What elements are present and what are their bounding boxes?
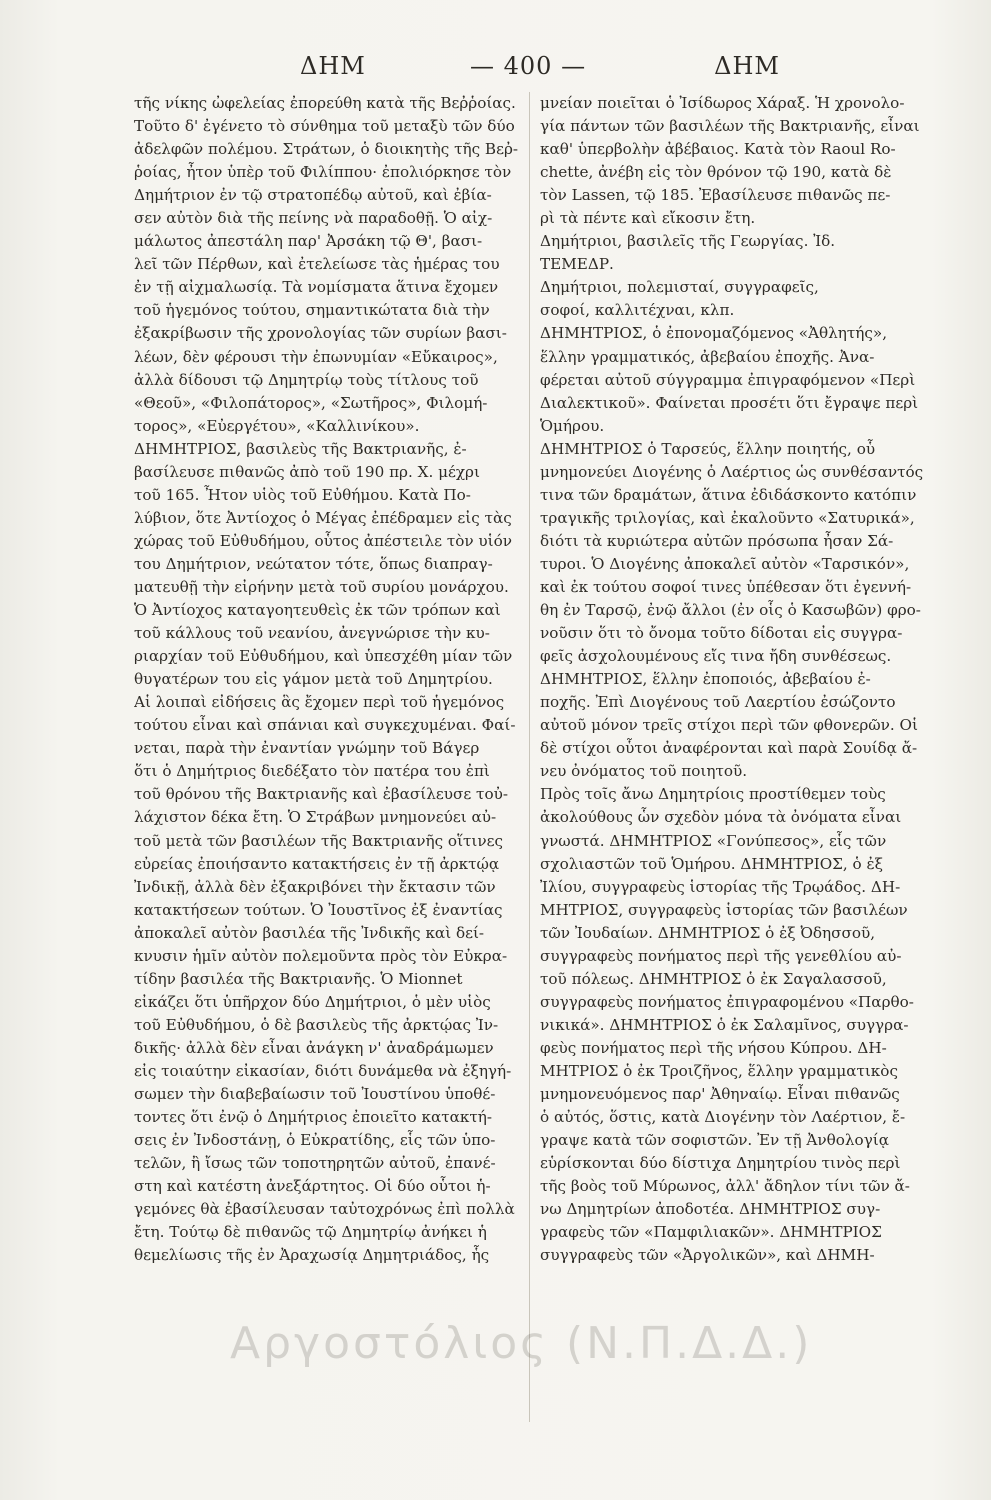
text-line: τοῦ θρόνου τῆς Βακτριανῆς καὶ ἐβασίλευσε τοὐ- — [134, 785, 508, 804]
text-line: συγγραφεὺς τῶν «Ἀργολικῶν», καὶ ΔΗΜΗ- — [540, 1246, 875, 1265]
right-column — [540, 92, 925, 1267]
text-line: θεμελίωσις τῆς ἐν Ἀραχωσίᾳ Δημητριάδος, ἧς — [134, 1246, 490, 1265]
text-line: ΔΗΜΗΤΡΙΟΣ, ἕλλην ἐποποιός, ἀβεβαίου ἐ- — [540, 670, 871, 689]
text-line: στη καὶ κατέστη ἀνεξάρτητος. Οἱ δύο οὗτοι ἡ- — [134, 1177, 491, 1196]
text-line: ΔΗΜΗΤΡΙΟΣ ὁ Ταρσεύς, ἕλλην ποιητής, οὗ — [540, 439, 876, 458]
text-line: Αἱ λοιπαὶ εἰδήσεις ἃς ἔχομεν περὶ τοῦ ἡγεμόνος — [134, 693, 505, 712]
text-line: Τοῦτο δ' ἐγένετο τὸ σύνθημα τοῦ μεταξὺ τῶν δύο — [134, 117, 515, 136]
text-line: Δημήτριοι, πολεμισταί, συγγραφεῖς, — [540, 278, 819, 297]
header-right: ΔΗΜ — [714, 52, 780, 80]
text-line: σεν αὐτὸν διὰ τῆς πείνης νὰ παραδοθῇ. Ὁ αἰχ- — [134, 209, 493, 228]
text-line: σχολιαστῶν τοῦ Ὁμήρου. ΔΗΜΗΤΡΙΟΣ, ὁ ἐξ — [540, 854, 884, 873]
column-divider — [529, 92, 530, 1422]
text-line: ρὶ τὰ πέντε καὶ εἴκοσιν ἔτη. — [540, 209, 756, 228]
text-line: τίδην βασιλέα τῆς Βακτριανῆς. Ὁ Mionnet — [134, 969, 463, 988]
text-line: γία πάντων τῶν βασιλέων τῆς Βακτριανῆς, εἶναι — [540, 117, 920, 136]
text-line: συγγραφεὺς πονήματος περὶ τῆς γενεθλίου αὐ- — [540, 946, 902, 965]
text-line: εἰς τοιαύτην εἰκασίαν, διότι δυνάμεθα νὰ ἐξηγή- — [134, 1061, 512, 1080]
text-line: ματευθῇ τὴν εἰρήνην μετὰ τοῦ συρίου μονάρχου. — [134, 577, 509, 596]
text-line: ῥοίας, ἦτον ὑπὲρ τοῦ Φιλίππου· ἐπολιόρκησε τὸν — [134, 163, 512, 182]
text-line: νεται, παρὰ τὴν ἐναντίαν γνώμην τοῦ Βάγερ — [134, 739, 480, 758]
text-line: τελῶν, ἢ ἴσως τῶν τοποτηρητῶν αὐτοῦ, ἐπανέ- — [134, 1154, 496, 1173]
text-line: ΤΕΜΕΔΡ. — [540, 255, 614, 274]
text-line: τοῦ μετὰ τῶν βασιλέων τῆς Βακτριανῆς οἵτινες — [134, 831, 503, 850]
text-line: τοντες ὅτι ἐνῷ ὁ Δημήτριος ἐποιεῖτο κατακτή- — [134, 1108, 493, 1127]
text-line: μάλωτος ἀπεστάλη παρ' Ἀρσάκη τῷ Θ', βασι- — [134, 232, 483, 251]
text-line: τοῦ πόλεως. ΔΗΜΗΤΡΙΟΣ ὁ ἐκ Σαγαλασσοῦ, — [540, 969, 887, 988]
text-line: κνυσιν ἡμῖν αὐτὸν πολεμοῦντα πρὸς τὸν Εὐκρα- — [134, 946, 508, 965]
text-line: Ἰλίου, συγγραφεὺς ἱστορίας τῆς Τρῳάδος. ΔΗ- — [540, 877, 901, 896]
text-line: εὐρείας ἐποιήσαντο κατακτήσεις ἐν τῇ ἀρκτῴᾳ — [134, 854, 500, 873]
page-number: — 400 — — [470, 52, 587, 80]
text-line: μνημονεύει Διογένης ὁ Λαέρτιος ὡς συνθέσαντός — [540, 462, 924, 481]
text-line: θη ἐν Ταρσῷ, ἐνῷ ἄλλοι (ἐν οἷς ὁ Κασωβῶν) φρο- — [540, 601, 921, 620]
text-line: γεμόνες θὰ ἐβασίλευσαν ταὐτοχρόνως ἐπὶ πολλὰ — [134, 1200, 515, 1219]
text-line: μνημονευόμενος παρ' Ἀθηναίῳ. Εἶναι πιθανῶς — [540, 1085, 900, 1104]
text-line: εἰκάζει ὅτι ὑπῆρχον δύο Δημήτριοι, ὁ μὲν υἱὸς — [134, 992, 491, 1011]
text-line: Πρὸς τοῖς ἄνω Δημητρίοις προστίθεμεν τοὺς — [540, 785, 886, 804]
text-line: φεὺς πονήματος περὶ τῆς νήσου Κύπρου. ΔΗ- — [540, 1038, 887, 1057]
text-line: λεῖ τῶν Πέρθων, καὶ ἐτελείωσε τὰς ἡμέρας του — [134, 255, 500, 274]
text-line: νευ ὀνόματος τοῦ ποιητοῦ. — [540, 762, 748, 781]
text-line: διότι τὰ κυριώτερα αὐτῶν πρόσωπα ἦσαν Σά- — [540, 531, 894, 550]
text-line: τυροι. Ὁ Διογένης ἀποκαλεῖ αὐτὸν «Ταρσικόν», — [540, 554, 910, 573]
text-line: τούτου εἶναι καὶ σπάνιαι καὶ συγκεχυμέναι. Φαί- — [134, 716, 516, 735]
text-line: τοῦ κάλλους τοῦ νεανίου, ἀνεγνώρισε τὴν κυ- — [134, 624, 490, 643]
text-line: τὸν Lassen, τῷ 185. Ἐβασίλευσε πιθανῶς πε- — [540, 186, 891, 205]
text-line: σωμεν τὴν διαβεβαίωσιν τοῦ Ἰουστίνου ὑποθέ- — [134, 1085, 496, 1104]
text-line: νω Δημητρίων ἀποδοτέα. ΔΗΜΗΤΡΙΟΣ συγ- — [540, 1200, 881, 1219]
text-line: ἀδελφῶν πολέμου. Στράτων, ὁ διοικητὴς τῆς Βεῤ- — [134, 140, 519, 159]
text-line: βασίλευσε πιθανῶς ἀπὸ τοῦ 190 πρ. Χ. μέχρι — [134, 462, 480, 481]
left-column — [134, 92, 519, 1267]
text-line: καθ' ὑπερβολὴν ἀβέβαιος. Κατὰ τὸν Raoul Ro- — [540, 140, 896, 159]
text-line: ποχῆς. Ἐπὶ Διογένους τοῦ Λαερτίου ἐσώζοντο — [540, 693, 896, 712]
text-line: ἕλλην γραμματικός, ἀβεβαίου ἐποχῆς. Ἀνα- — [540, 347, 875, 366]
text-line: γραψε κατὰ τῶν σοφιστῶν. Ἐν τῇ Ἀνθολογίᾳ — [540, 1131, 889, 1150]
library-watermark: Αργοστόλιος (Ν.Π.Δ.Δ.) — [230, 1318, 813, 1369]
text-line: δὲ στίχοι οὗτοι ἀναφέρονται καὶ παρὰ Σουίδᾳ ἄ- — [540, 739, 918, 758]
text-line: Ὁ Ἀντίοχος καταγοητευθεὶς ἐκ τῶν τρόπων καὶ — [134, 601, 501, 620]
text-line: ὅτι ὁ Δημήτριος διεδέξατο τὸν πατέρα του ἐπὶ — [134, 762, 490, 781]
text-line: ὁ αὐτός, ὅστις, κατὰ Διογένην τὸν Λαέρτιον, ἔ- — [540, 1108, 906, 1127]
text-line: τοῦ 165. Ἦτον υἱὸς τοῦ Εὐθήμου. Κατὰ Πο- — [134, 485, 471, 504]
text-line: Ἰνδικῇ, ἀλλὰ δὲν ἐξακριβόνει τὴν ἔκτασιν τῶν — [134, 877, 496, 896]
text-line: γραφεὺς τῶν «Παμφιλιακῶν». ΔΗΜΗΤΡΙΟΣ — [540, 1223, 882, 1242]
text-line: τορος», «Εὐεργέτου», «Καλλινίκου». — [134, 416, 420, 435]
text-line: σοφοί, καλλιτέχναι, κλπ. — [540, 301, 735, 320]
text-line: νικικά». ΔΗΜΗΤΡΙΟΣ ὁ ἐκ Σαλαμῖνος, συγγρα- — [540, 1015, 909, 1034]
text-line: ἀποκαλεῖ αὐτὸν βασιλέα τῆς Ἰνδικῆς καὶ δεί- — [134, 923, 485, 942]
text-line: τραγικῆς τριλογίας, καὶ ἐκαλοῦντο «Σατυρικά», — [540, 508, 915, 527]
text-line: δικῆς· ἀλλὰ δὲν εἶναι ἀνάγκη ν' ἀναδράμωμεν — [134, 1038, 494, 1057]
text-line: ἔτη. Τούτῳ δὲ πιθανῶς τῷ Δημητρίῳ ἀνήκει ἡ — [134, 1223, 487, 1242]
text-line: Ὁμήρου. — [540, 416, 605, 435]
text-line: ἀλλὰ δίδουσι τῷ Δημητρίῳ τοὺς τίτλους τοῦ — [134, 370, 479, 389]
text-line: κατακτήσεων τούτων. Ὁ Ἰουστῖνος ἐξ ἐναντίας — [134, 900, 503, 919]
text-line: καὶ ἐκ τούτου σοφοί τινες ὑπέθεσαν ὅτι ἐγεννή- — [540, 577, 912, 596]
text-line: τῆς βοὸς τοῦ Μύρωνος, ἀλλ' ἄδηλον τίνι τῶν ἄ- — [540, 1177, 910, 1196]
text-line: «Θεοῦ», «Φιλοπάτορος», «Σωτῆρος», Φιλομή- — [134, 393, 488, 412]
text-line: ἐξακρίβωσιν τῆς χρονολογίας τῶν συρίων βασι- — [134, 324, 507, 343]
text-line: τῶν Ἰουδαίων. ΔΗΜΗΤΡΙΟΣ ὁ ἐξ Ὀδησσοῦ, — [540, 923, 876, 942]
text-line: φέρεται αὐτοῦ σύγγραμμα ἐπιγραφόμενον «Περὶ — [540, 370, 916, 389]
text-line: σεις ἐν Ἰνδοστάνῃ, ὁ Εὐκρατίδης, εἷς τῶν ὑπο- — [134, 1131, 496, 1150]
text-line: ΜΗΤΡΙΟΣ ὁ ἐκ Τροιζῆνος, ἕλλην γραμματικὸς — [540, 1061, 898, 1080]
text-line: αὐτοῦ μόνον τρεῖς στίχοι περὶ τῶν φθονερῶν. Οἱ — [540, 716, 918, 735]
text-line: τοῦ ἡγεμόνος τούτου, σημαντικώτατα διὰ τὴν — [134, 301, 490, 320]
text-line: ΔΗΜΗΤΡΙΟΣ, βασιλεὺς τῆς Βακτριανῆς, ἐ- — [134, 439, 467, 458]
text-line: θυγατέρων του εἰς γάμον μετὰ τοῦ Δημητρίου. — [134, 670, 493, 689]
text-line: ΜΗΤΡΙΟΣ, συγγραφεὺς ἱστορίας τῶν βασιλέων — [540, 900, 908, 919]
text-line: φεῖς ἀσχολουμένους εἴς τινα ἤδη συνθέσεως. — [540, 647, 892, 666]
text-line: του Δημήτριον, νεώτατον τότε, ὅπως διαπραγ- — [134, 554, 493, 573]
text-line: chette, ἀνέβη εἰς τὸν θρόνον τῷ 190, κατὰ δὲ — [540, 163, 892, 182]
header-left: ΔΗΜ — [300, 52, 366, 80]
text-line: τινα τῶν δραμάτων, ἅτινα ἐδιδάσκοντο κατόπιν — [540, 485, 917, 504]
text-line: λύβιον, ὅτε Ἀντίοχος ὁ Μέγας ἐπέδραμεν εἰς τὰς — [134, 508, 512, 527]
text-line: ΔΗΜΗΤΡΙΟΣ, ὁ ἐπονομαζόμενος «Ἀθλητής», — [540, 324, 888, 343]
text-line: ριαρχίαν τοῦ Εὐθυδήμου, καὶ ὑπεσχέθη μίαν τῶν — [134, 647, 513, 666]
text-line: Δημήτριον ἐν τῷ στρατοπέδῳ αὐτοῦ, καὶ ἐβία- — [134, 186, 492, 205]
text-line: ἀκολούθους ὧν σχεδὸν μόνα τὰ ὀνόματα εἶναι — [540, 808, 902, 827]
text-line: τῆς νίκης ὠφελείας ἐπορεύθη κατὰ τῆς Βεῤῥοίας. — [134, 94, 516, 112]
text-line: λάχιστον δέκα ἔτη. Ὁ Στράβων μνημονεύει αὐ- — [134, 808, 497, 827]
text-line: γνωστά. ΔΗΜΗΤΡΙΟΣ «Γονύπεσος», εἷς τῶν — [540, 831, 887, 850]
text-line: χώρας τοῦ Εὐθυδήμου, οὗτος ἀπέστειλε τὸν υἱόν — [134, 531, 512, 550]
text-line: συγγραφεὺς πονήματος ἐπιγραφομένου «Παρθο- — [540, 992, 914, 1011]
running-header — [300, 52, 780, 92]
text-line: εὑρίσκονται δύο δίστιχα Δημητρίου τινὸς περὶ — [540, 1154, 901, 1173]
text-line: ἐν τῇ αἰχμαλωσίᾳ. Τὰ νομίσματα ἅτινα ἔχομεν — [134, 278, 499, 297]
text-line: μνείαν ποιεῖται ὁ Ἰσίδωρος Χάραξ. Ἡ χρονολο- — [540, 94, 905, 112]
text-line: Διαλεκτικοῦ». Φαίνεται προσέτι ὅτι ἔγραψε περὶ — [540, 393, 919, 412]
text-line: Δημήτριοι, βασιλεῖς τῆς Γεωργίας. Ἰδ. — [540, 232, 836, 251]
text-line: λέων, δὲν φέρουσι τὴν ἐπωνυμίαν «Εὔκαιρος», — [134, 347, 498, 366]
text-line: τοῦ Εὐθυδήμου, ὁ δὲ βασιλεὺς τῆς ἀρκτῴας Ἰν- — [134, 1015, 499, 1034]
text-line: νοῦσιν ὅτι τὸ ὄνομα τοῦτο δίδοται εἰς συγγρα- — [540, 624, 903, 643]
